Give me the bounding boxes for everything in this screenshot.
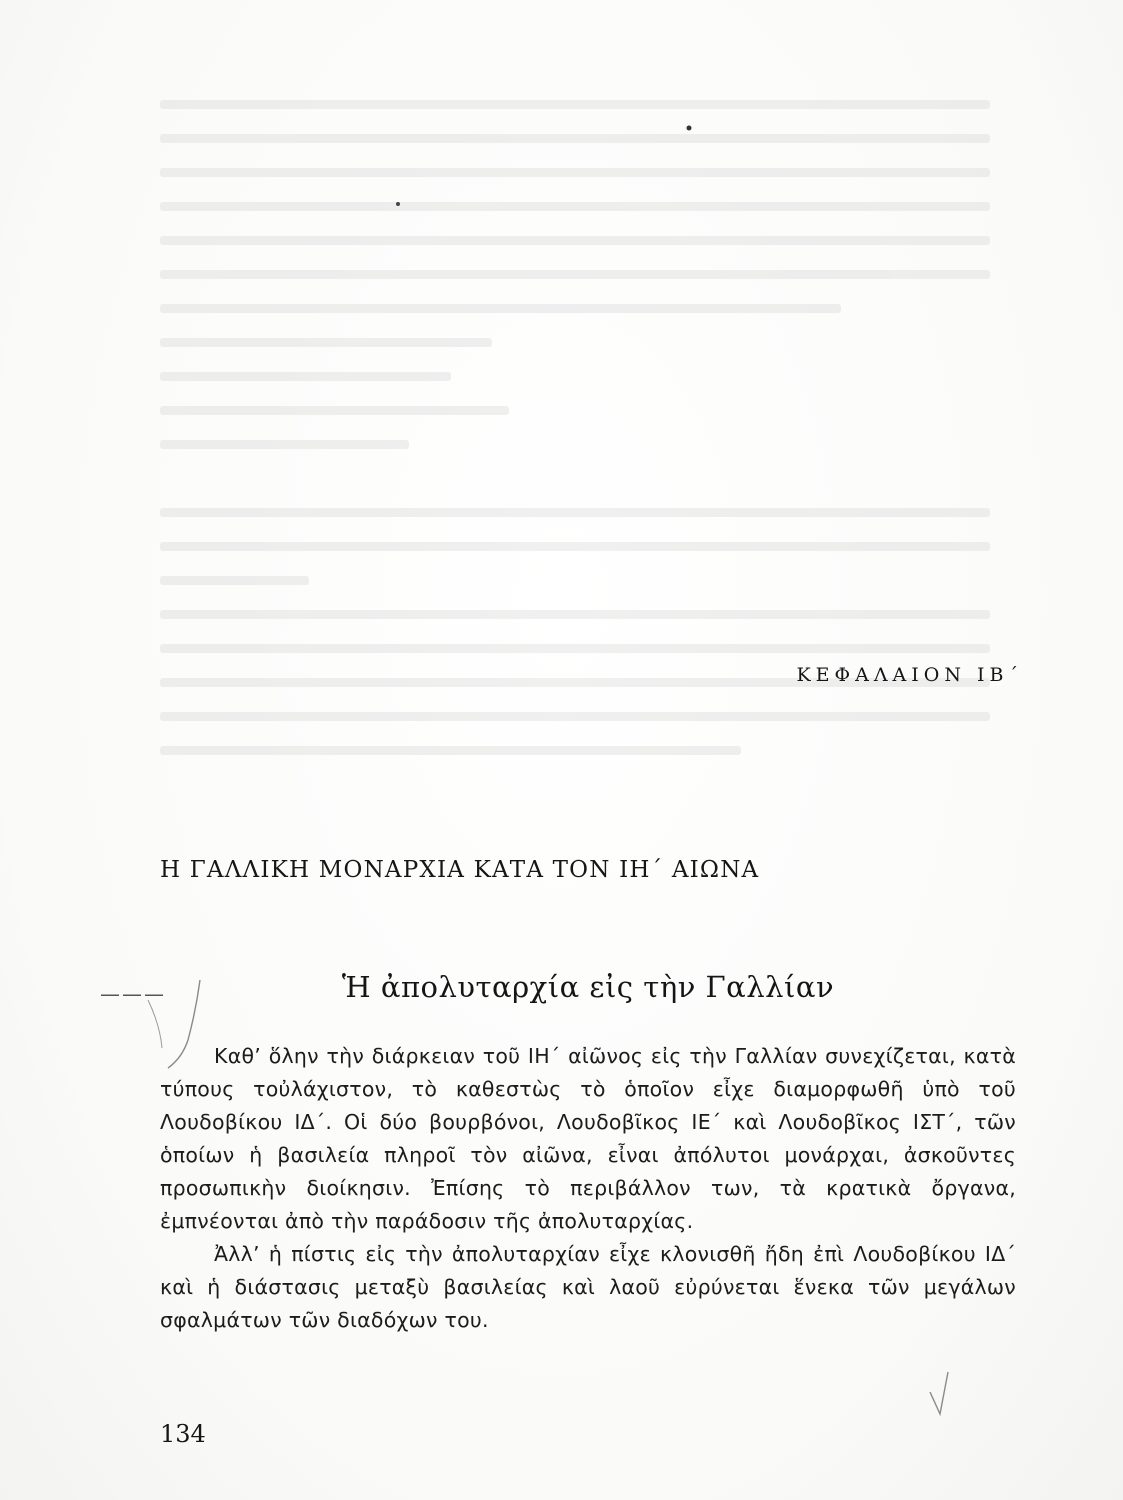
pencil-check-mark — [930, 1372, 948, 1414]
show-through-text — [160, 100, 990, 820]
chapter-label: ΚΕΦΑΛΑΙΟΝ ΙΒ΄ — [796, 664, 1023, 686]
pencil-dash-mark: ——— — [100, 982, 166, 1006]
page-number: 134 — [160, 1420, 206, 1448]
paragraph-2: Ἀλλ’ ἡ πίστις εἰς τὴν ἀπολυταρχίαν εἶχε κλονισθῆ ἤδη ἐπὶ Λουδοβίκου ΙΔ΄ καὶ ἡ διάστασις μεταξὺ βασιλείας καὶ λαοῦ εὐρύνεται ἕνεκα τῶν μεγάλων σφαλμάτων τῶν διαδόχων του. — [160, 1242, 1016, 1332]
paragraph-1: Καθ’ ὅλην τὴν διάρκειαν τοῦ ΙΗ΄ αἰῶνος εἰς τὴν Γαλλίαν συνεχίζεται, κατὰ τύπους τοὐλάχιστον, τὸ καθεστὼς τὸ ὁποῖον εἶχε διαμορφωθῆ ὑπὸ τοῦ Λουδοβίκου ΙΔ΄. Οἱ δύο βουρβόνοι, Λουδοβῖκος ΙΕ΄ καὶ Λουδοβῖκος ΙΣΤ΄, τῶν ὁποίων ἡ βασιλεία πληροῖ τὸν αἰῶνα, εἶναι ἀπόλυτοι μονάρχαι, ἀσκοῦντες προσωπικὴν διοίκησιν. Ἐπίσης τὸ περιβάλλον των, τὰ κρατικὰ ὄργανα, ἐμπνέονται ἀπὸ τὴν παράδοσιν τῆς ἀπολυταρχίας. — [160, 1044, 1016, 1233]
body-text — [160, 1040, 1016, 1337]
chapter-title: Η ΓΑΛΛΙΚΗ ΜΟΝΑΡΧΙΑ ΚΑΤΑ ΤΟΝ ΙΗ΄ ΑΙΩΝΑ — [160, 857, 760, 883]
ink-dot — [396, 202, 400, 206]
ink-dot — [687, 126, 692, 131]
section-title: Ἡ ἀπολυταρχία εἰς τὴν Γαλλίαν — [341, 970, 835, 1004]
